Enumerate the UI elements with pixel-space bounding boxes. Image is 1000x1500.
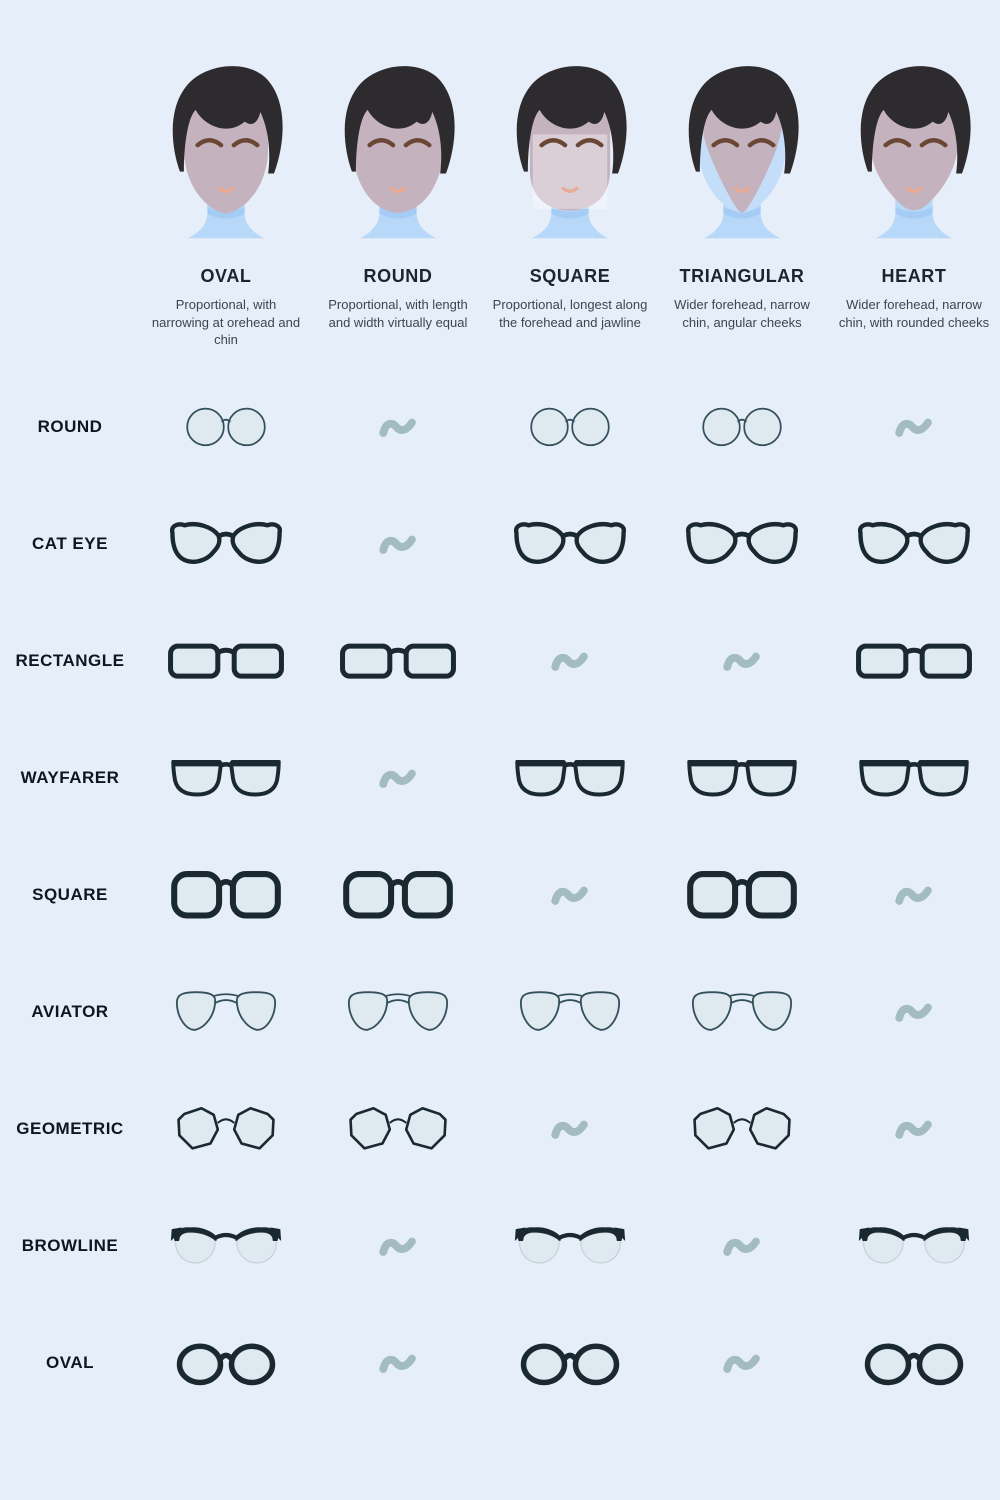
cell-aviator-triangular: [656, 988, 828, 1036]
cell-aviator-oval: [140, 988, 312, 1036]
glasses-style-label: AVIATOR: [31, 1002, 109, 1022]
face-illustration-square: [491, 54, 649, 250]
tilde-icon: [894, 881, 934, 909]
cell-rectangle-round: [312, 638, 484, 683]
tilde-icon: [722, 1232, 762, 1260]
suitability-matrix: [0, 369, 1000, 1422]
glasses-style-label: WAYFARER: [20, 768, 120, 788]
cell-rectangle-square: [484, 647, 656, 675]
face-shape-label: HEART: [881, 266, 947, 286]
wayfarer-glasses-icon: [168, 755, 284, 801]
glasses-row-browline: [0, 1188, 1000, 1305]
geometric-glasses-icon: [688, 1105, 796, 1152]
tilde-icon: [378, 413, 418, 441]
tilde-icon: [894, 413, 934, 441]
face-illustration-heart: [835, 54, 993, 250]
glasses-row-oval: [0, 1305, 1000, 1422]
cell-browline-round: [312, 1232, 484, 1260]
tilde-icon: [378, 530, 418, 558]
tilde-icon: [722, 647, 762, 675]
cell-oval-oval: [140, 1340, 312, 1387]
cell-browline-heart: [828, 1224, 1000, 1268]
round-glasses-icon: [701, 405, 783, 449]
rectangle-glasses-icon: [338, 638, 458, 683]
aviator-glasses-icon: [343, 988, 453, 1036]
cell-rectangle-oval: [140, 638, 312, 683]
face-shape-label: ROUND: [363, 266, 433, 286]
tilde-icon: [550, 1115, 590, 1143]
rectangle-glasses-icon: [854, 638, 974, 683]
face-shape-label: OVAL: [200, 266, 252, 286]
cell-wayfarer-triangular: [656, 755, 828, 801]
round-glasses-icon: [529, 405, 611, 449]
glasses-row-rectangle: [0, 603, 1000, 720]
cell-oval-square: [484, 1340, 656, 1387]
face-column-oval: [140, 54, 312, 349]
cell-round-heart: [828, 413, 1000, 441]
face-shape-description: Proportional, longest along the forehead and jawline: [492, 297, 648, 330]
cell-wayfarer-square: [484, 755, 656, 801]
cell-rectangle-triangular: [656, 647, 828, 675]
tilde-icon: [378, 1349, 418, 1377]
cell-square-round: [312, 868, 484, 922]
cell-geometric-square: [484, 1115, 656, 1143]
square-glasses-icon: [685, 868, 799, 922]
cell-geometric-heart: [828, 1115, 1000, 1143]
cell-square-oval: [140, 868, 312, 922]
face-shape-description: Wider forehead, narrow chin, with rounded cheeks: [838, 297, 990, 330]
face-illustration-triangular: [663, 54, 821, 250]
oval-glasses-icon: [518, 1340, 622, 1387]
glasses-style-label: ROUND: [37, 417, 103, 437]
cell-oval-round: [312, 1349, 484, 1377]
face-shape-label: TRIANGULAR: [679, 266, 805, 286]
glasses-style-label: RECTANGLE: [15, 651, 125, 671]
square-glasses-icon: [169, 868, 283, 922]
cat-eye-glasses-icon: [512, 520, 628, 567]
oval-glasses-icon: [174, 1340, 278, 1387]
face-shape-description: Proportional, with narrowing at orehead and chin: [151, 297, 301, 348]
cell-browline-oval: [140, 1224, 312, 1268]
tilde-icon: [550, 881, 590, 909]
glasses-row-geometric: [0, 1071, 1000, 1188]
wayfarer-glasses-icon: [684, 755, 800, 801]
cell-browline-square: [484, 1224, 656, 1268]
face-shape-label: SQUARE: [529, 266, 611, 286]
glasses-row-cat-eye: [0, 486, 1000, 603]
cell-cat-eye-round: [312, 530, 484, 558]
cell-geometric-oval: [140, 1105, 312, 1152]
cell-rectangle-heart: [828, 638, 1000, 683]
header-spacer: [0, 54, 140, 349]
cell-aviator-square: [484, 988, 656, 1036]
face-column-round: [312, 54, 484, 349]
face-column-heart: [828, 54, 1000, 349]
cell-cat-eye-oval: [140, 520, 312, 567]
cell-wayfarer-oval: [140, 755, 312, 801]
face-shape-description: Wider forehead, narrow chin, angular cheeks: [674, 297, 810, 330]
tilde-icon: [378, 764, 418, 792]
square-glasses-icon: [341, 868, 455, 922]
browline-glasses-icon: [514, 1224, 626, 1268]
glasses-row-round: [0, 369, 1000, 486]
glasses-row-square: [0, 837, 1000, 954]
cell-oval-triangular: [656, 1349, 828, 1377]
cell-cat-eye-square: [484, 520, 656, 567]
face-column-square: [484, 54, 656, 349]
browline-glasses-icon: [170, 1224, 282, 1268]
aviator-glasses-icon: [171, 988, 281, 1036]
glasses-style-label: BROWLINE: [21, 1236, 119, 1256]
cell-aviator-round: [312, 988, 484, 1036]
cat-eye-glasses-icon: [684, 520, 800, 567]
cell-aviator-heart: [828, 998, 1000, 1026]
aviator-glasses-icon: [687, 988, 797, 1036]
cell-geometric-round: [312, 1105, 484, 1152]
cell-round-triangular: [656, 405, 828, 449]
wayfarer-glasses-icon: [856, 755, 972, 801]
cell-wayfarer-heart: [828, 755, 1000, 801]
aviator-glasses-icon: [515, 988, 625, 1036]
cell-square-square: [484, 881, 656, 909]
glasses-style-label: GEOMETRIC: [16, 1119, 124, 1139]
glasses-style-label: CAT EYE: [32, 534, 108, 554]
cell-square-triangular: [656, 868, 828, 922]
cat-eye-glasses-icon: [168, 520, 284, 567]
face-illustration-round: [319, 54, 477, 250]
browline-glasses-icon: [858, 1224, 970, 1268]
tilde-icon: [550, 647, 590, 675]
tilde-icon: [894, 998, 934, 1026]
cell-wayfarer-round: [312, 764, 484, 792]
cell-oval-heart: [828, 1340, 1000, 1387]
cell-cat-eye-heart: [828, 520, 1000, 567]
wayfarer-glasses-icon: [512, 755, 628, 801]
tilde-icon: [894, 1115, 934, 1143]
face-shape-description: Proportional, with length and width virtually equal: [328, 297, 468, 330]
rectangle-glasses-icon: [166, 638, 286, 683]
glasses-row-aviator: [0, 954, 1000, 1071]
cell-round-oval: [140, 405, 312, 449]
cell-round-round: [312, 413, 484, 441]
cat-eye-glasses-icon: [856, 520, 972, 567]
tilde-icon: [378, 1232, 418, 1260]
round-glasses-icon: [185, 405, 267, 449]
cell-square-heart: [828, 881, 1000, 909]
face-column-triangular: [656, 54, 828, 349]
glasses-row-wayfarer: [0, 720, 1000, 837]
geometric-glasses-icon: [172, 1105, 280, 1152]
cell-browline-triangular: [656, 1232, 828, 1260]
tilde-icon: [722, 1349, 762, 1377]
cell-cat-eye-triangular: [656, 520, 828, 567]
face-illustration-oval: [147, 54, 305, 250]
face-columns-header: [0, 0, 1000, 349]
glasses-style-label: OVAL: [46, 1353, 94, 1373]
cell-round-square: [484, 405, 656, 449]
cell-geometric-triangular: [656, 1105, 828, 1152]
oval-glasses-icon: [862, 1340, 966, 1387]
geometric-glasses-icon: [344, 1105, 452, 1152]
glasses-style-label: SQUARE: [32, 885, 108, 905]
